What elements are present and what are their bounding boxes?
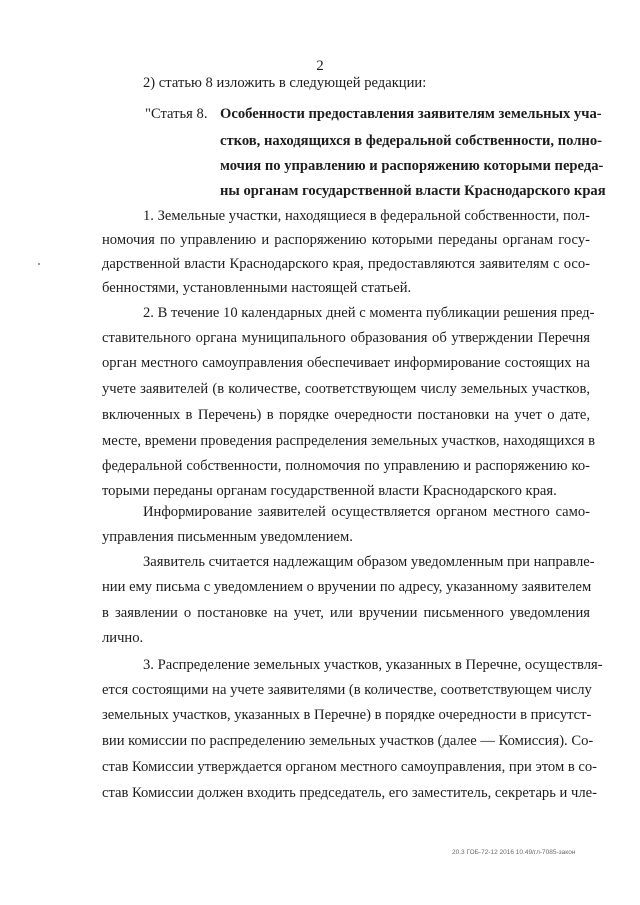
body-line: 1. Земельные участки, находящиеся в федеральной собственности, пол- — [143, 208, 590, 224]
body-line: нии ему письма с уведомлением о вручении по адресу, указанному заявителем — [102, 579, 592, 595]
body-line: учете заявителей (в количестве, соответствующем числу земельных участков, — [102, 381, 590, 397]
body-line: ется состоящими на учете заявителями (в количестве, соответствующем числу — [102, 682, 592, 698]
body-line: номочия по управлению и распоряжению которыми переданы органам госу- — [102, 232, 590, 248]
body-line: 2. В течение 10 календарных дней с момента публикации решения пред- — [143, 305, 595, 321]
body-line: дарственной власти Краснодарского края, предоставляются заявителям с осо- — [102, 256, 590, 272]
page-number: 2 — [316, 58, 324, 74]
body-line: управления письменным уведомлением. — [102, 529, 353, 545]
body-line: став Комиссии должен входить председатель, его заместитель, секретарь и чле- — [102, 785, 597, 801]
body-line: федеральной собственности, полномочия по управлению и распоряжению ко- — [102, 458, 590, 474]
article-title-line: мочия по управлению и распоряжению которыми переда- — [220, 158, 604, 174]
body-line: орган местного самоуправления обеспечивает информирование состоящих на — [102, 355, 590, 371]
body-line: став Комиссии утверждается органом местного самоуправления, при этом в со- — [102, 759, 597, 775]
body-line: вии комиссии по распределению земельных участков (далее — Комиссия). Со- — [102, 733, 594, 749]
article-label: "Статья 8. — [145, 106, 208, 122]
body-line: 3. Распределение земельных участков, указанных в Перечне, осуществля- — [143, 657, 603, 673]
intro-line: 2) статью 8 изложить в следующей редакции: — [143, 75, 427, 91]
body-line: земельных участков, указанных в Перечне) в порядке очередности в присутст- — [102, 707, 592, 723]
scan-speck — [38, 263, 40, 265]
body-line: торыми переданы органам государственной власти Краснодарского края. — [102, 483, 557, 499]
body-line: Заявитель считается надлежащим образом уведомленным при направле- — [143, 554, 595, 570]
body-line: лично. — [102, 630, 144, 646]
footer-code: 20.3 ГОБ-72-12 2016 10.49/гл-7085-закон — [452, 849, 576, 856]
body-line: ставительного органа муниципального образования об утверждении Перечня — [102, 330, 590, 346]
body-line: месте, времени проведения распределения земельных участков, находящихся в — [102, 433, 595, 449]
body-line: Информирование заявителей осуществляется органом местного само- — [143, 504, 590, 520]
article-title-line: Особенности предоставления заявителям земельных уча- — [220, 106, 602, 122]
article-title-line: ны органам государственной власти Краснодарского края — [220, 183, 606, 199]
body-line: бенностями, установленными настоящей статьей. — [102, 280, 412, 296]
article-title-line: стков, находящихся в федеральной собственности, полно- — [220, 133, 602, 149]
body-line: в заявлении о постановке на учет, или вручении письменного уведомления — [102, 605, 590, 621]
body-line: включенных в Перечень) в порядке очередности постановки на учет о дате, — [102, 407, 590, 423]
